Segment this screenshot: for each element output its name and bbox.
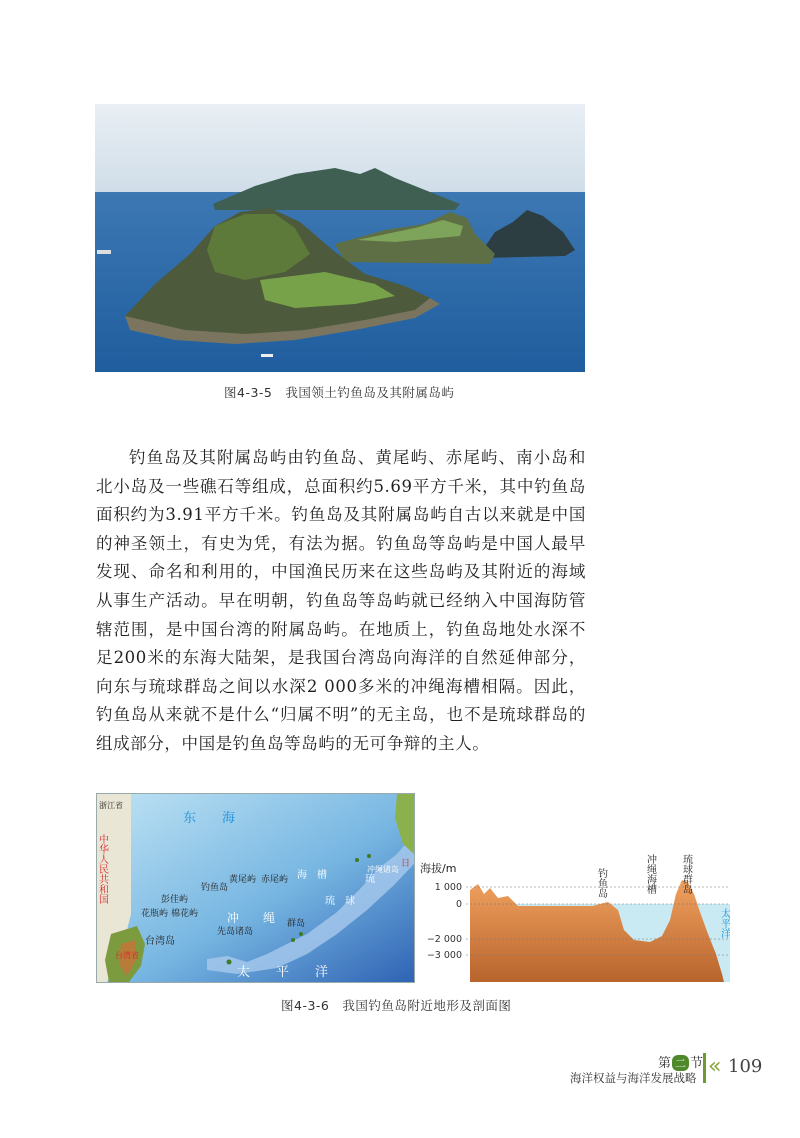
label-pacific: 太 平 洋 <box>237 965 329 980</box>
label-mianhua: 棉花屿 <box>171 909 199 919</box>
label-sakishima: 先岛诸岛 <box>217 927 254 937</box>
label-okinawa-is: 冲绳诸岛 <box>367 865 399 874</box>
label-profile-pacific: 太平洋 <box>718 908 730 938</box>
tick-label: 1 000 <box>434 882 462 893</box>
label-taiwan-prov: 台湾省 <box>115 951 139 960</box>
label-islands: 群岛 <box>287 919 306 929</box>
label-prc: 中华人民共和国 <box>97 834 108 904</box>
label-ryukyu: 琉 球 <box>325 896 355 907</box>
label-diaoyu: 钓鱼岛 <box>201 883 229 893</box>
label-zhejiang: 浙江省 <box>99 801 123 810</box>
double-chevron-icon: « <box>708 1054 722 1079</box>
footer-divider <box>703 1053 706 1083</box>
tick-label: −2 000 <box>426 934 462 945</box>
label-huangwei: 黄尾屿 <box>229 875 257 885</box>
terrain-map <box>96 793 415 983</box>
diaoyu-island-photo <box>95 104 585 372</box>
label-profile-ryukyu: 琉球群岛 <box>680 854 692 894</box>
chapter-title: 海洋权益与海洋发展战略 <box>570 1071 697 1085</box>
body-text <box>96 444 586 759</box>
label-pengjia: 彭佳屿 <box>161 895 189 905</box>
label-ryukyu-rt: 琉 <box>365 874 375 885</box>
tick-label: 0 <box>455 899 462 910</box>
label-chiwei: 赤尾屿 <box>261 875 289 885</box>
figure-caption: 图4-3-5 我国领土钓鱼岛及其附属岛屿 <box>224 385 455 400</box>
section-prefix: 第 <box>658 1056 672 1071</box>
label-okinawa: 冲 绳 <box>227 911 276 925</box>
page-number: 109 <box>728 1056 763 1077</box>
paragraph: 钓鱼岛及其附属岛屿由钓鱼岛、黄尾屿、赤尾屿、南小岛和北小岛及一些礁石等组成，总面积约5.69平方千米，其中钓鱼岛面积约为3.91平方千米。钓鱼岛及其附属岛屿自古以来就是中国的神圣领土，有史为凭，有法为据。钓鱼岛等岛屿是中国人最早发现、命名和利用的，中国渔民历来在这些岛屿及其附近的海域从事生产活动。早在明朝，钓鱼岛等岛屿就已经纳入中国海防管辖范围，是中国台湾的附属岛屿。在地质上，钓鱼岛地处水深不足200米的东海大陆架，是我国台湾岛向海洋的自然延伸部分，向东与琉球群岛之间以水深2 000多米的冲绳海槽相隔。因此，钓鱼岛从来就不是什么“归属不明”的无主岛，也不是琉球群岛的组成部分，中国是钓鱼岛等岛屿的无可争辩的主人。 <box>96 448 586 753</box>
section-heading <box>658 1052 703 1071</box>
tick-label: −3 000 <box>426 950 462 961</box>
label-trough: 海 槽 <box>297 870 327 881</box>
label-huaping: 花瓶屿 <box>141 909 169 919</box>
label-taiwan-island: 台湾岛 <box>145 936 175 947</box>
section-number: 二 <box>672 1055 689 1071</box>
figure-caption: 图4-3-6 我国钓鱼岛附近地形及剖面图 <box>281 998 512 1013</box>
label-east-sea: 东 海 <box>183 811 236 826</box>
label-profile-trough: 冲绳海槽 <box>644 854 656 894</box>
label-japan: 日 <box>401 859 411 869</box>
profile-ylabel: 海拔/m <box>420 862 457 875</box>
section-suffix: 节 <box>690 1056 704 1071</box>
cross-section-profile <box>418 850 730 982</box>
label-profile-diaoyu: 钓鱼岛 <box>595 868 607 898</box>
